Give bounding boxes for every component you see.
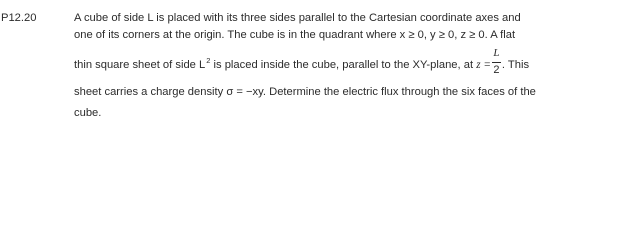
problem-text-line-4: sheet carries a charge density σ = −xy. Determine the electric flux through the six faces of the (74, 86, 536, 98)
z-equation: z = (476, 59, 491, 71)
problem-text-line-2: one of its corners at the origin. The cube is in the quadrant where x ≥ 0, y ≥ 0, z ≥ 0. A flat (74, 29, 516, 41)
fraction-bar (492, 62, 501, 63)
problem-number: P12.20 (1, 12, 37, 24)
fraction-numerator: L (493, 47, 500, 60)
line3-text-end: . This (501, 59, 530, 71)
problem-text-line-5: cube. (74, 107, 102, 119)
line3-text-start: thin square sheet of side L (74, 59, 206, 71)
fraction-denominator: 2 (493, 64, 500, 77)
problem-text-line-1: A cube of side L is placed with its three sides parallel to the Cartesian coordinate axes and (74, 12, 521, 24)
line3-text-middle: is placed inside the cube, parallel to the XY-plane, at (210, 59, 477, 71)
problem-text-line-3 (74, 47, 530, 77)
superscript-exponent: 2 (206, 56, 211, 65)
fraction-l-over-2 (492, 47, 501, 77)
